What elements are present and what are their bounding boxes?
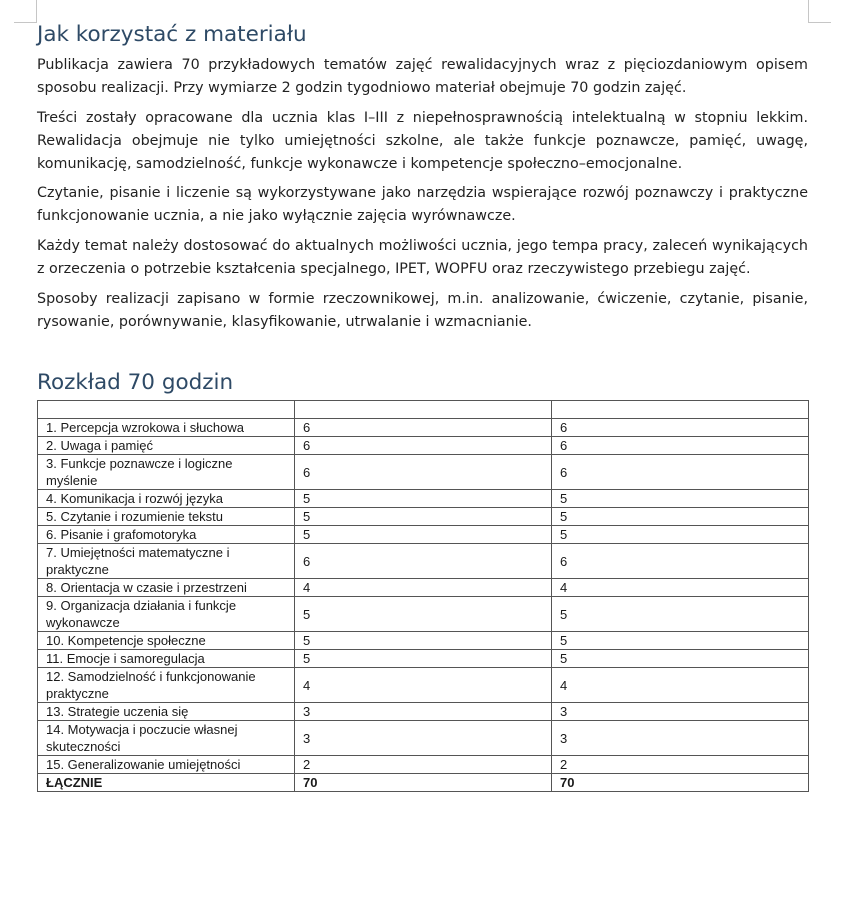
hours-cell: 6 <box>295 544 552 579</box>
hours-cell: 4 <box>552 668 809 703</box>
total-cell: 70 <box>552 774 809 792</box>
hours-cell: 4 <box>295 668 552 703</box>
hours-cell: 4 <box>552 579 809 597</box>
table-row <box>38 650 809 668</box>
table-row <box>38 490 809 508</box>
topic-cell: 9. Organizacja działania i funkcje wykonawcze <box>38 597 295 632</box>
topic-cell: 2. Uwaga i pamięć <box>38 437 295 455</box>
topic-cell: 4. Komunikacja i rozwój języka <box>38 490 295 508</box>
hours-cell: 5 <box>295 526 552 544</box>
paragraph-2: Treści zostały opracowane dla ucznia klas I–III z niepełnosprawnością intelektualną w stopniu lekkim. Rewalidacja obejmuje nie tylko umiejętności szkolne, ale także funkcje poznawcze, pamięć, uwagę, komunikację, samodzielność, funkcje wykonawcze i kompetencje społeczno–emocjonalne. <box>37 110 808 172</box>
hours-cell: 6 <box>552 455 809 490</box>
hours-cell: 5 <box>552 632 809 650</box>
table-total-row <box>38 774 809 792</box>
topic-cell: 3. Funkcje poznawcze i logiczne myślenie <box>38 455 295 490</box>
hours-cell: 5 <box>295 650 552 668</box>
schedule-table <box>37 400 809 792</box>
topic-cell: 6. Pisanie i grafomotoryka <box>38 526 295 544</box>
hours-cell: 5 <box>552 526 809 544</box>
hours-cell: 6 <box>552 437 809 455</box>
topic-cell: 8. Orientacja w czasie i przestrzeni <box>38 579 295 597</box>
topic-cell: 15. Generalizowanie umiejętności <box>38 756 295 774</box>
total-cell: 70 <box>295 774 552 792</box>
header-cell <box>552 401 809 419</box>
header-cell <box>295 401 552 419</box>
table-row <box>38 526 809 544</box>
hours-cell: 6 <box>295 437 552 455</box>
table-row <box>38 597 809 632</box>
hours-cell: 5 <box>552 508 809 526</box>
topic-cell: 11. Emocje i samoregulacja <box>38 650 295 668</box>
hours-cell: 3 <box>552 703 809 721</box>
hours-cell: 4 <box>295 579 552 597</box>
topic-cell: 7. Umiejętności matematyczne i praktyczne <box>38 544 295 579</box>
paragraph-3: Czytanie, pisanie i liczenie są wykorzystywane jako narzędzia wspierające rozwój poznawczy i praktyczne funkcjonowanie ucznia, a nie jako wyłącznie zajęcia wyrównawcze. <box>37 185 808 224</box>
table-row <box>38 579 809 597</box>
table-row <box>38 756 809 774</box>
section-heading-schedule: Rozkład 70 godzin <box>37 370 234 395</box>
hours-cell: 5 <box>295 597 552 632</box>
hours-cell: 3 <box>295 703 552 721</box>
table-row <box>38 668 809 703</box>
total-label-cell: ŁĄCZNIE <box>38 774 295 792</box>
paragraph-5: Sposoby realizacji zapisano w formie rzeczownikowej, m.in. analizowanie, ćwiczenie, czytanie, pisanie, rysowanie, porównywanie, klasyfikowanie, utrwalanie i wzmacnianie. <box>37 291 808 330</box>
hours-cell: 5 <box>295 508 552 526</box>
topic-cell: 14. Motywacja i poczucie własnej skuteczności <box>38 721 295 756</box>
table-row <box>38 632 809 650</box>
hours-cell: 3 <box>552 721 809 756</box>
hours-cell: 6 <box>295 455 552 490</box>
table-row <box>38 508 809 526</box>
hours-cell: 5 <box>552 597 809 632</box>
table-header-row <box>38 401 809 419</box>
page-corner-mark-right <box>808 0 831 23</box>
topic-cell: 1. Percepcja wzrokowa i słuchowa <box>38 419 295 437</box>
topic-cell: 12. Samodzielność i funkcjonowanie praktyczne <box>38 668 295 703</box>
page-corner-mark-left <box>14 0 37 23</box>
hours-cell: 5 <box>295 490 552 508</box>
table-row <box>38 544 809 579</box>
paragraph-4: Każdy temat należy dostosować do aktualnych możliwości ucznia, jego tempa pracy, zaleceń wynikających z orzeczenia o potrzebie kształcenia specjalnego, IPET, WOPFU oraz rzeczywistego przebiegu zajęć. <box>37 238 808 277</box>
hours-cell: 2 <box>295 756 552 774</box>
hours-cell: 6 <box>552 544 809 579</box>
hours-cell: 5 <box>552 650 809 668</box>
topic-cell: 5. Czytanie i rozumienie tekstu <box>38 508 295 526</box>
hours-cell: 6 <box>295 419 552 437</box>
table-row <box>38 703 809 721</box>
table-row <box>38 455 809 490</box>
paragraph-1: Publikacja zawiera 70 przykładowych tematów zajęć rewalidacyjnych wraz z pięciozdaniowym opisem sposobu realizacji. Przy wymiarze 2 godzin tygodniowo materiał obejmuje 70 godzin zajęć. <box>37 57 808 96</box>
table-row <box>38 437 809 455</box>
topic-cell: 10. Kompetencje społeczne <box>38 632 295 650</box>
hours-cell: 5 <box>552 490 809 508</box>
section-heading-usage: Jak korzystać z materiału <box>37 22 307 47</box>
table-row <box>38 419 809 437</box>
header-cell <box>38 401 295 419</box>
hours-cell: 3 <box>295 721 552 756</box>
table-row <box>38 721 809 756</box>
hours-cell: 2 <box>552 756 809 774</box>
topic-cell: 13. Strategie uczenia się <box>38 703 295 721</box>
hours-cell: 6 <box>552 419 809 437</box>
hours-cell: 5 <box>295 632 552 650</box>
